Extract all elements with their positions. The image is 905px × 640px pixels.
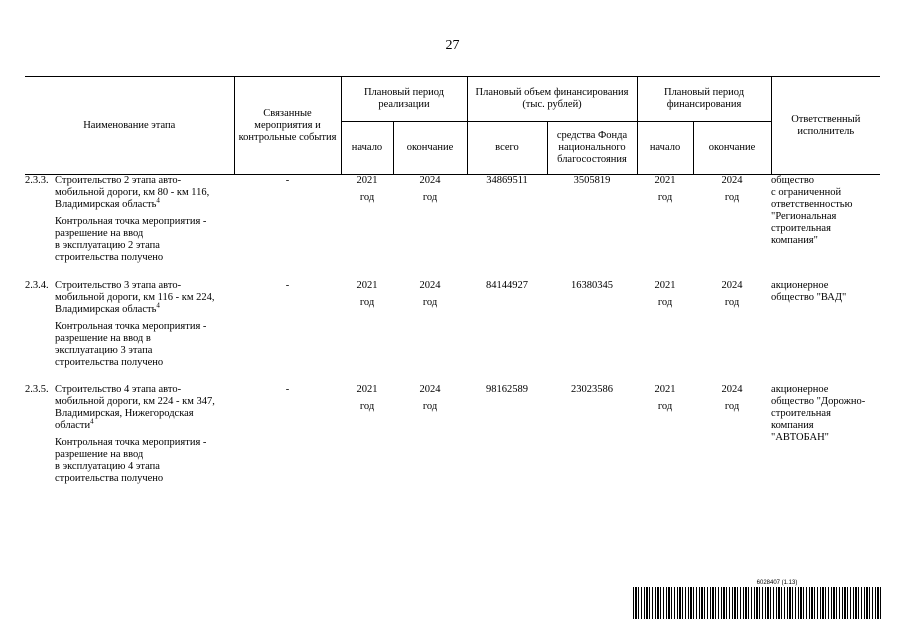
responsible-line: компания"	[771, 235, 818, 246]
year-unit: год	[657, 296, 673, 308]
stage-name-line: Строительство 3 этапа авто-	[55, 279, 182, 291]
control-point-line: строительства получено	[55, 356, 164, 368]
year-value: 2021	[654, 175, 676, 186]
control-point-line: Контрольная точка мероприятия -	[55, 436, 207, 448]
year-unit: год	[359, 192, 375, 203]
responsible-cell	[771, 384, 880, 504]
year-unit: год	[724, 296, 740, 308]
header-planned-period: Плановый период реализации	[341, 77, 467, 122]
responsible-line: "АВТОБАН"	[771, 431, 829, 443]
year-value: 2024	[721, 279, 743, 291]
fund-means-cell: 16380345	[571, 279, 613, 291]
control-point-line: разрешение на ввод	[55, 448, 144, 460]
year-unit: год	[657, 400, 673, 412]
header-fin-start: начало	[637, 122, 693, 175]
year-unit: год	[422, 400, 438, 412]
responsible-line: общество "Дорожно-	[771, 395, 866, 407]
year-value: 2021	[654, 383, 676, 395]
control-point-line: разрешение на ввод	[55, 228, 144, 239]
real-start-cell	[341, 280, 393, 384]
stage-name-line: Строительство 4 этапа авто-	[55, 383, 182, 395]
barcode-image	[633, 587, 881, 619]
real-start-cell	[341, 384, 393, 504]
related-events-cell: -	[285, 279, 290, 291]
header-funding-volume: Плановый объем финансирования (тыс. рублей)	[467, 77, 637, 122]
stage-number: 2.3.5.	[25, 383, 49, 395]
stage-name-line: Владимирская, Нижегородская	[55, 407, 194, 419]
total-funding-cell: 98162589	[486, 383, 528, 395]
year-value: 2021	[654, 279, 676, 291]
fin-end-cell	[693, 280, 771, 384]
year-value: 2024	[721, 383, 743, 395]
year-value: 2024	[721, 175, 743, 186]
control-point-line: строительства получено	[55, 472, 164, 484]
fin-start-cell	[637, 280, 693, 384]
page-number: 27	[445, 38, 460, 53]
stage-name-line: Строительство 2 этапа авто-	[55, 175, 182, 186]
year-unit: год	[724, 400, 740, 412]
stage-number: 2.3.4.	[25, 279, 49, 291]
table-header	[25, 77, 880, 175]
stage-name-line: мобильной дороги, км 116 - км 224,	[55, 291, 215, 303]
fin-end-cell	[693, 384, 771, 504]
year-value: 2024	[419, 279, 441, 291]
stages-table	[25, 76, 880, 504]
stage-cell	[25, 175, 234, 280]
year-unit: год	[657, 192, 673, 203]
stage-name-line: Владимирская область	[55, 199, 157, 210]
fund-means-cell: 23023586	[571, 383, 613, 395]
fin-end-cell	[693, 175, 771, 280]
responsible-cell	[771, 280, 880, 384]
year-unit: год	[422, 296, 438, 308]
stage-name-line: области	[55, 419, 91, 431]
header-related-events: Связанные мероприятия и контрольные события	[234, 77, 341, 175]
fin-start-cell	[637, 175, 693, 280]
year-value: 2021	[356, 175, 378, 186]
stage-name-line: мобильной дороги, км 80 - км 116,	[55, 187, 210, 198]
control-point-line: разрешение на ввод в	[55, 332, 151, 344]
control-point-line: в эксплуатацию 2 этапа	[55, 240, 160, 251]
responsible-cell	[771, 175, 880, 280]
table-row	[25, 175, 880, 280]
real-end-cell	[393, 384, 467, 504]
responsible-line: строительная	[771, 407, 831, 419]
year-value: 2024	[419, 175, 441, 186]
real-start-cell	[341, 175, 393, 280]
responsible-line: общество	[771, 175, 815, 186]
real-end-cell	[393, 280, 467, 384]
related-events-cell: -	[285, 175, 290, 186]
control-point-line: эксплуатацию 3 этапа	[55, 344, 153, 356]
responsible-line: с ограниченной	[771, 187, 842, 198]
year-value: 2024	[419, 383, 441, 395]
responsible-line: ответственностью	[771, 199, 853, 210]
stage-cell	[25, 384, 234, 504]
barcode-block	[633, 580, 881, 619]
year-unit: год	[359, 400, 375, 412]
footnote-mark: 4	[156, 301, 160, 309]
header-fund-means: средства Фонда национального благосостояния	[547, 122, 637, 175]
related-events-cell: -	[285, 383, 290, 395]
header-responsible: Ответственный исполнитель	[771, 77, 880, 175]
control-point-line: Контрольная точка мероприятия -	[55, 320, 207, 332]
year-value: 2021	[356, 383, 378, 395]
total-funding-cell: 84144927	[486, 279, 528, 291]
header-real-start: начало	[341, 122, 393, 175]
header-fin-end: окончание	[693, 122, 771, 175]
header-funding-period: Плановый период финансирования	[637, 77, 771, 122]
responsible-line: акционерное	[771, 383, 829, 395]
footnote-mark: 4	[90, 417, 94, 425]
year-unit: год	[422, 192, 438, 203]
year-value: 2021	[356, 279, 378, 291]
fin-start-cell	[637, 384, 693, 504]
responsible-line: акционерное	[771, 279, 829, 291]
responsible-line: общество "ВАД"	[771, 291, 847, 303]
stage-cell	[25, 280, 234, 384]
table-row	[25, 384, 880, 504]
control-point-line: Контрольная точка мероприятия -	[55, 216, 207, 227]
table-row	[25, 280, 880, 384]
header-stage-name: Наименование этапа	[25, 77, 234, 175]
control-point-line: в эксплуатацию 4 этапа	[55, 460, 160, 472]
real-end-cell	[393, 175, 467, 280]
responsible-line: компания	[771, 419, 814, 431]
barcode-caption: 6028407 (1.13)	[756, 580, 798, 586]
stage-name-line: мобильной дороги, км 224 - км 347,	[55, 395, 215, 407]
footnote-mark: 4	[156, 196, 160, 205]
total-funding-cell: 34869511	[486, 175, 528, 186]
responsible-line: строительная	[771, 223, 831, 234]
header-real-end: окончание	[393, 122, 467, 175]
responsible-line: "Региональная	[771, 211, 837, 222]
year-unit: год	[359, 296, 375, 308]
fund-means-cell: 3505819	[573, 175, 611, 186]
header-total: всего	[467, 122, 547, 175]
year-unit: год	[724, 192, 740, 203]
control-point-line: строительства получено	[55, 252, 164, 263]
stage-number: 2.3.3.	[25, 175, 49, 186]
stage-name-line: Владимирская область	[55, 303, 157, 315]
